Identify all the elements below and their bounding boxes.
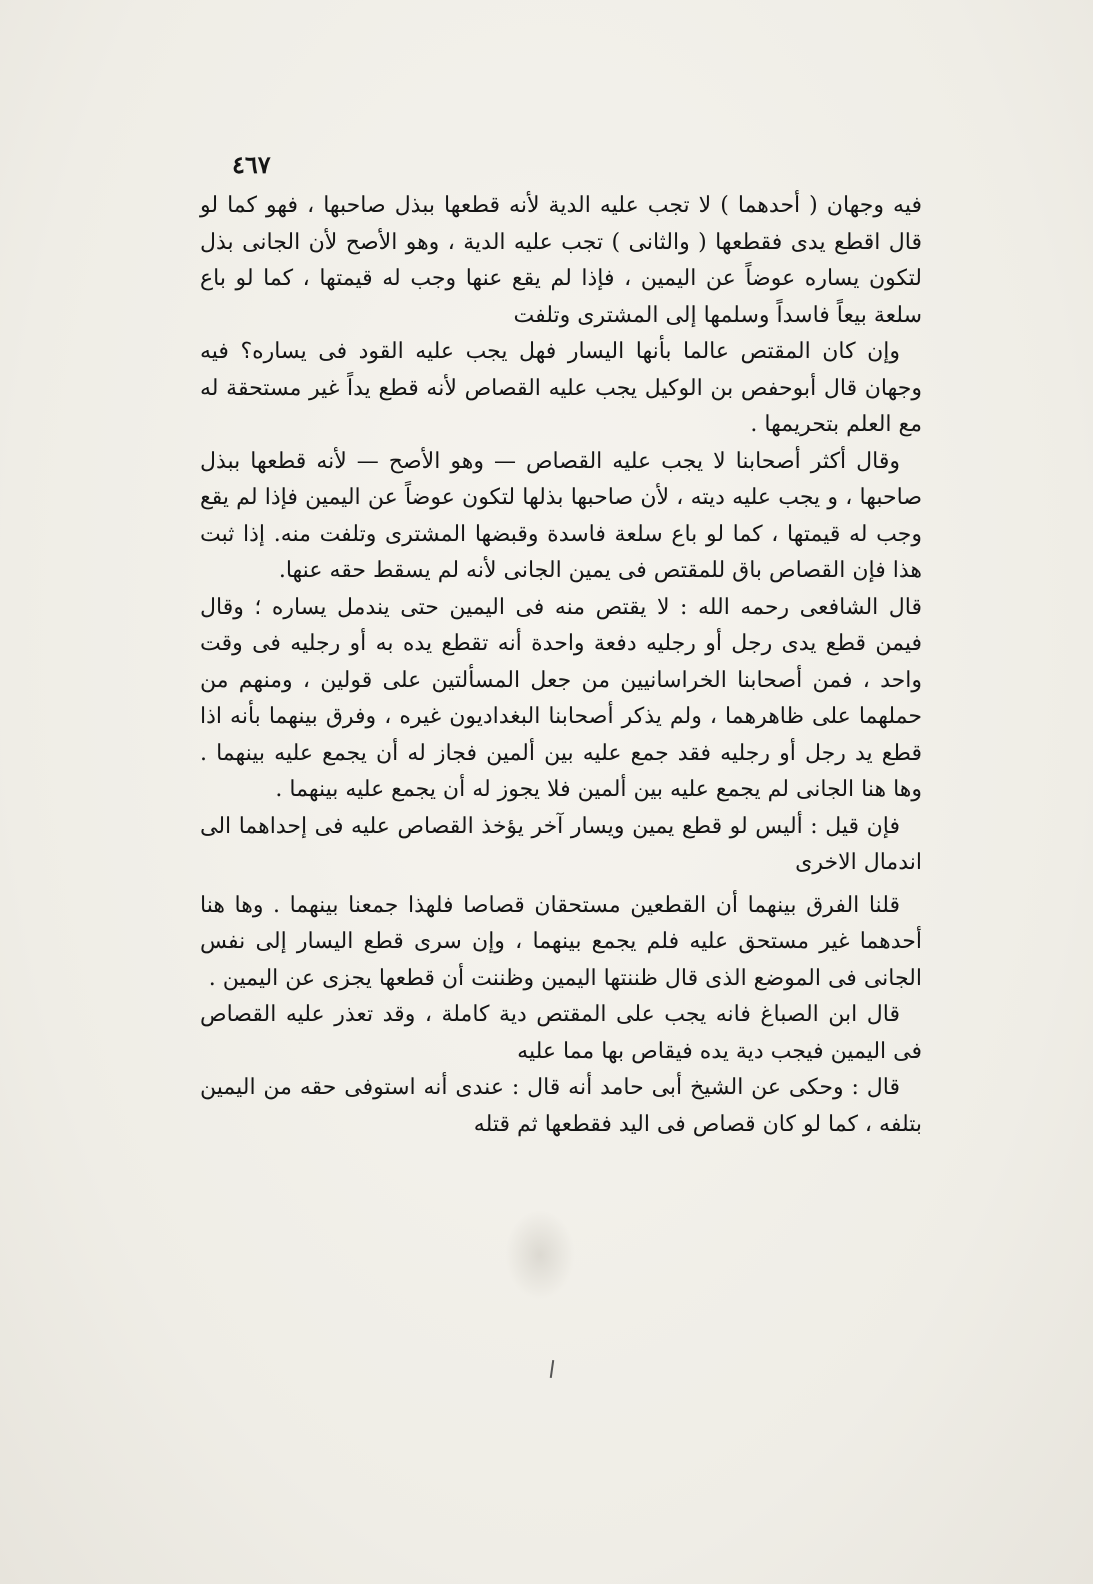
paragraph-4: قال الشافعى رحمه الله : لا يقتص منه فى اليمين حتى يندمل يساره ؛ وقال فيمن قطع يدى رجل أو رجليه دفعة واحدة أنه تقطع يده به أو رجليه فى وقت واحد ، فمن أصحابنا الخراسانيين من جعل المسألتين على قولين ، ومنهم من حملهما على ظاهرهما ، ولم يذكر أصحابنا البغداديون غيره ، وفرق بينهما بأنه اذا قطع يد رجل أو رجليه فقد جمع عليه بين ألمين فجاز له أن يجمع عليه بينهما . وها هنا الجانى لم يجمع عليه بين ألمين فلا يجوز له أن يجمع عليه بينهما .: [200, 594, 922, 802]
paragraph-5: فإن قيل : أليس لو قطع يمين ويسار آخر يؤخذ القصاص عليه فى إحداهما الى اندمال الاخرى: [200, 813, 922, 875]
page-number: ٤٦٧: [232, 150, 271, 179]
paragraph-6: قلنا الفرق بينهما أن القطعين مستحقان قصاصا فلهذا جمعنا بينهما . وها هنا أحدهما غير مستحق عليه فلم يجمع بينهما ، وإن سرى قطع اليسار إلى نفس الجانى فى الموضع الذى قال ظننتها اليمين وظننت أن قطعها يجزى عن اليمين .: [200, 892, 922, 991]
paper-stain: [505, 1210, 575, 1300]
paragraph-1: فيه وجهان ( أحدهما ) لا تجب عليه الدية لأنه قطعها ببذل صاحبها ، فهو كما لو قال اقطع يدى فقطعها ( والثانى ) تجب عليه الدية ، وهو الأصح لأن الجانى بذل لتكون يساره عوضاً عن اليمين ، فإذا لم يقع عنها وجب له قيمتها ، كما لو باع سلعة بيعاً فاسداً وسلمها إلى المشترى وتلفت: [200, 193, 922, 328]
paragraph-2: وإن كان المقتص عالما بأنها اليسار فهل يجب عليه القود فى يساره؟ فيه وجهان قال أبوحفص بن الوكيل يجب عليه القصاص لأنه قطع يداً غير مستحقة له مع العلم بتحريمها .: [200, 339, 922, 437]
ink-mark: [550, 1360, 554, 1378]
paragraph-8: قال : وحكى عن الشيخ أبى حامد أنه قال : عندى أنه استوفى حقه من اليمين بتلفه ، كما لو كان قصاص فى اليد فقطعها ثم قتله: [200, 1075, 922, 1137]
paragraph-7: قال ابن الصباغ فانه يجب على المقتص دية كاملة ، وقد تعذر عليه القصاص فى اليمين فيجب دية يده فيقاص بها مما عليه: [200, 1002, 922, 1064]
body-text: [200, 188, 922, 1143]
paragraph-3: وقال أكثر أصحابنا لا يجب عليه القصاص — وهو الأصح — لأنه قطعها ببذل صاحبها ، و يجب عليه ديته ، لأن صاحبها بذلها لتكون عوضاً عن اليمين فإذا لم يقع وجب له قيمتها ، كما لو باع سلعة فاسدة وقبضها المشترى وتلفت منه. إذا ثبت هذا فإن القصاص باق للمقتص فى يمين الجانى لأنه لم يسقط حقه عنها.: [200, 448, 922, 583]
